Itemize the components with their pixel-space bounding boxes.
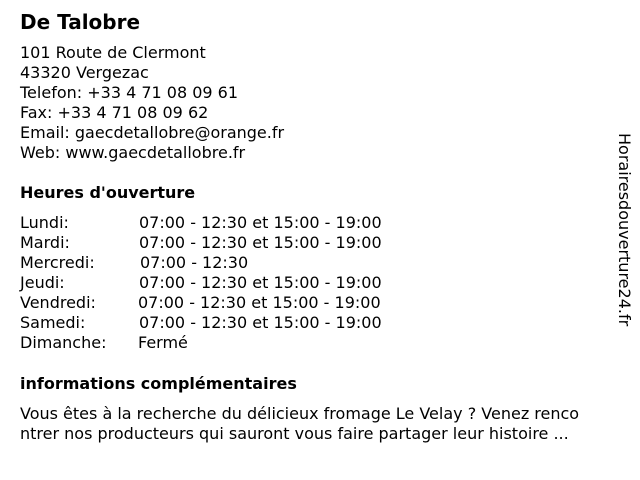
email-line: Email: gaecdetallobre@orange.fr (20, 123, 285, 142)
address-city: 43320 Vergezac (20, 63, 149, 82)
phone-line: Telefon: +33 4 71 08 09 61 (20, 83, 239, 102)
day-label: Lundi: (20, 213, 69, 232)
day-hours: 07:00 - 12:30 (140, 253, 249, 272)
day-hours: 07:00 - 12:30 et 15:00 - 19:00 (139, 233, 382, 252)
hours-row-saturday (20, 313, 382, 333)
day-hours: Fermé (138, 333, 188, 352)
day-hours: 07:00 - 12:30 et 15:00 - 19:00 (139, 273, 382, 292)
hours-row-tuesday (20, 233, 382, 253)
day-hours: 07:00 - 12:30 et 15:00 - 19:00 (138, 293, 381, 312)
day-label: Mardi: (20, 233, 70, 252)
day-hours: 07:00 - 12:30 et 15:00 - 19:00 (139, 213, 382, 232)
hours-row-wednesday (20, 253, 382, 273)
hours-row-friday (20, 293, 382, 313)
address-street: 101 Route de Clermont (20, 43, 206, 62)
info-heading: informations complémentaires (20, 374, 297, 393)
page-title: De Talobre (20, 10, 141, 34)
hours-row-thursday (20, 273, 382, 293)
opening-hours-list (20, 213, 382, 353)
day-label: Vendredi: (20, 293, 96, 312)
day-hours: 07:00 - 12:30 et 15:00 - 19:00 (139, 313, 382, 332)
info-description: Vous êtes à la recherche du délicieux fromage Le Velay ? Venez renco ntrer nos producteurs qui sauront vous faire partager leur histoire ... (20, 404, 580, 443)
hours-heading: Heures d'ouverture (20, 183, 196, 202)
day-label: Mercredi: (20, 253, 95, 272)
day-label: Samedi: (20, 313, 86, 332)
watermark-text: Horairesdouverture24.fr (615, 133, 634, 327)
contact-block (20, 43, 284, 163)
web-line: Web: www.gaecdetallobre.fr (20, 143, 246, 162)
hours-row-sunday (20, 333, 382, 353)
fax-line: Fax: +33 4 71 08 09 62 (20, 103, 209, 122)
hours-row-monday (20, 213, 382, 233)
day-label: Jeudi: (20, 273, 65, 292)
day-label: Dimanche: (20, 333, 107, 352)
